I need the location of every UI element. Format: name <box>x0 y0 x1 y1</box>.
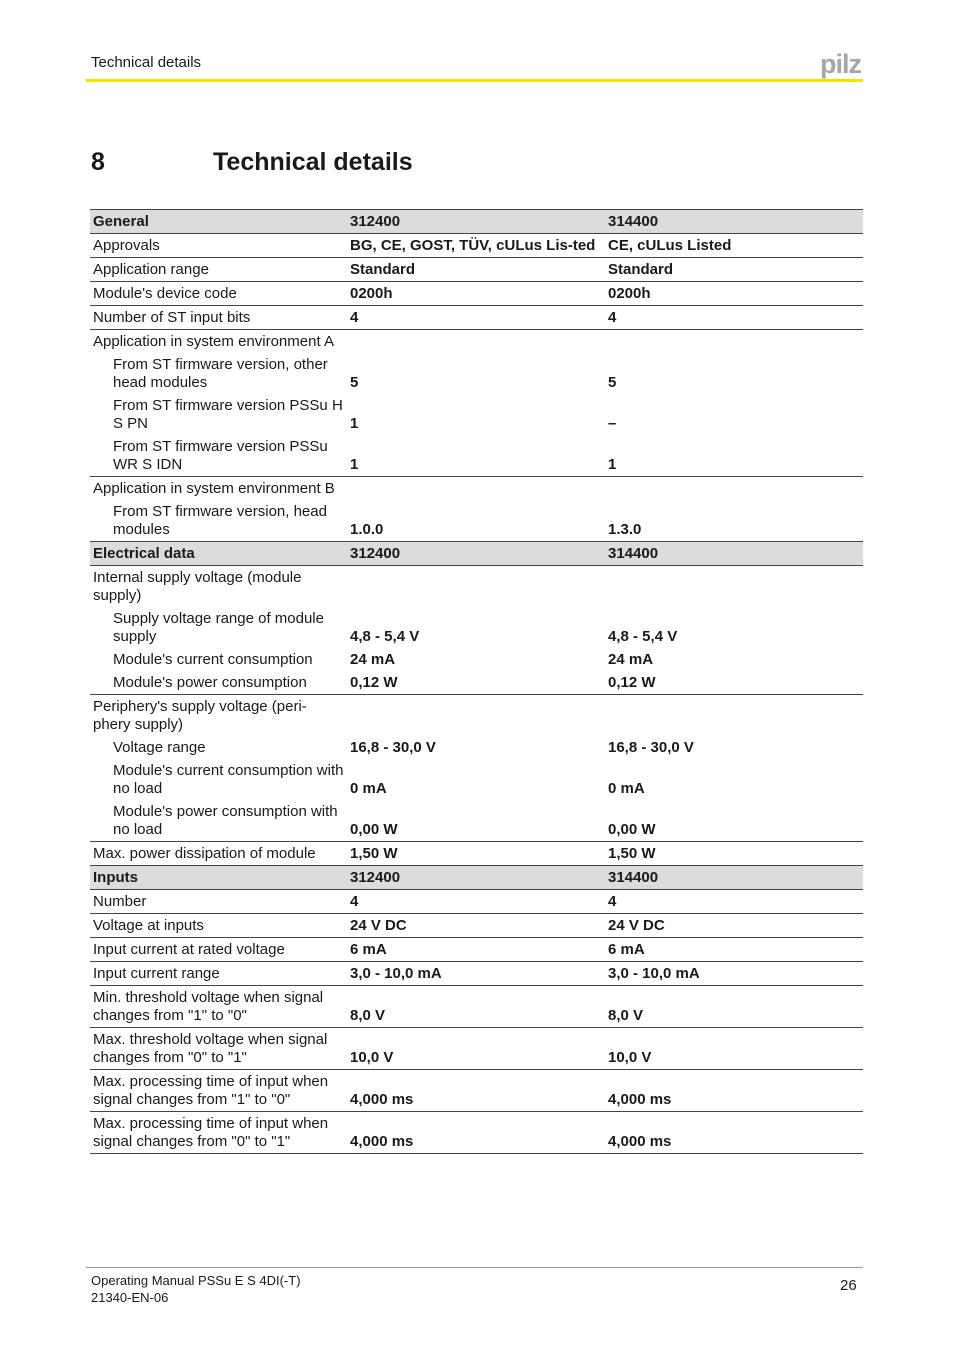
value-312400: 0,12 W <box>350 674 398 691</box>
header-rule <box>86 79 863 82</box>
spec-label: Module's current consumption <box>113 651 313 668</box>
spec-label: Number of ST input bits <box>90 306 347 330</box>
table-row <box>90 1028 863 1070</box>
value-312400: 312400 <box>347 866 605 890</box>
spec-label: Module's power consumption <box>113 674 307 691</box>
value-314400: 1,50 W <box>605 842 863 866</box>
table-row <box>90 890 863 914</box>
value-314400: 4,000 ms <box>605 1112 863 1154</box>
spec-label: Electrical data <box>90 542 347 566</box>
spec-label: From ST firmware version, other head modules <box>113 356 328 391</box>
spec-label: Application in system environment A <box>90 330 347 354</box>
table-row <box>90 566 863 608</box>
spec-label: Voltage at inputs <box>90 914 347 938</box>
value-314400: 0,00 W <box>608 821 656 838</box>
table-row <box>90 435 863 477</box>
value-312400: 4,000 ms <box>347 1070 605 1112</box>
value-314400: 10,0 V <box>605 1028 863 1070</box>
value-314400: 6 mA <box>605 938 863 962</box>
value-314400: 0,12 W <box>608 674 656 691</box>
value-312400: 5 <box>350 374 359 391</box>
spec-label: Approvals <box>90 234 347 258</box>
value-314400: 4,8 - 5,4 V <box>608 628 678 645</box>
footer-manual-title: Operating Manual PSSu E S 4DI(-T) <box>91 1273 301 1288</box>
value-314400: 3,0 - 10,0 mA <box>605 962 863 986</box>
value-314400 <box>605 330 863 354</box>
value-312400: 24 V DC <box>347 914 605 938</box>
spec-label: Supply voltage range of module supply <box>113 610 324 645</box>
value-312400: 4 <box>347 890 605 914</box>
table-row <box>90 607 863 648</box>
table-row <box>90 306 863 330</box>
value-314400: 314400 <box>605 210 863 234</box>
spec-label: Max. power dissipation of module <box>90 842 347 866</box>
value-314400: 0200h <box>605 282 863 306</box>
spec-label: General <box>90 210 347 234</box>
spec-label: Module's device code <box>90 282 347 306</box>
value-312400: 1,50 W <box>347 842 605 866</box>
spec-label: Min. threshold voltage when signal changes from "1" to "0" <box>90 986 347 1028</box>
table-row <box>90 842 863 866</box>
value-312400: 312400 <box>347 210 605 234</box>
table-row <box>90 648 863 671</box>
value-314400 <box>605 477 863 501</box>
table-row <box>90 962 863 986</box>
value-312400 <box>347 566 605 608</box>
table-row <box>90 500 863 542</box>
value-312400: 3,0 - 10,0 mA <box>347 962 605 986</box>
technical-details-table <box>90 209 863 1154</box>
table-row <box>90 330 863 354</box>
value-314400: 1.3.0 <box>608 521 642 538</box>
value-312400 <box>347 330 605 354</box>
table-row <box>90 800 863 842</box>
table-row <box>90 1070 863 1112</box>
value-312400: 312400 <box>347 542 605 566</box>
table-section-header <box>90 866 863 890</box>
footer-doc-number: 21340-EN-06 <box>91 1290 169 1305</box>
spec-label: Internal supply voltage (module supply) <box>90 566 347 608</box>
value-314400: CE, cULus Listed <box>605 234 863 258</box>
value-312400: 1 <box>350 415 359 432</box>
table-row <box>90 914 863 938</box>
spec-label: From ST firmware version, head modules <box>113 503 327 538</box>
value-314400: 5 <box>608 374 617 391</box>
table-section-header <box>90 542 863 566</box>
spec-label: Input current range <box>90 962 347 986</box>
value-314400: 314400 <box>605 542 863 566</box>
table-row <box>90 671 863 695</box>
value-312400: 4,000 ms <box>347 1112 605 1154</box>
value-314400: 16,8 - 30,0 V <box>608 739 694 756</box>
table-row <box>90 938 863 962</box>
table-row <box>90 394 863 435</box>
value-314400: 314400 <box>605 866 863 890</box>
table-row <box>90 986 863 1028</box>
value-312400: 0 mA <box>350 780 387 797</box>
running-header: Technical details <box>91 54 202 71</box>
spec-label: Application in system environment B <box>90 477 347 501</box>
chapter-title: Technical details <box>213 148 413 176</box>
value-312400: 1 <box>350 456 359 473</box>
chapter-number: 8 <box>91 148 105 176</box>
value-312400: BG, CE, GOST, TÜV, cULus Lis-ted <box>347 234 605 258</box>
table-row <box>90 695 863 737</box>
value-312400: 8,0 V <box>347 986 605 1028</box>
spec-label: From ST firmware version PSSu WR S IDN <box>113 438 328 473</box>
pilz-logo: pilz <box>820 49 861 79</box>
spec-label: From ST firmware version PSSu H S PN <box>113 397 343 432</box>
spec-label: Max. threshold voltage when signal changes from "0" to "1" <box>90 1028 347 1070</box>
table-row <box>90 1112 863 1154</box>
value-314400: Standard <box>605 258 863 282</box>
spec-label: Number <box>90 890 347 914</box>
page-number: 26 <box>840 1277 857 1294</box>
spec-label: Input current at rated voltage <box>90 938 347 962</box>
table-section-header <box>90 210 863 234</box>
value-312400 <box>347 477 605 501</box>
value-312400: 16,8 - 30,0 V <box>350 739 436 756</box>
footer-rule <box>86 1267 863 1268</box>
table-row <box>90 477 863 501</box>
spec-label: Module's power consumption with no load <box>113 803 338 838</box>
value-314400: – <box>608 415 617 432</box>
spec-label: Periphery's supply voltage (peri-phery supply) <box>90 695 347 737</box>
value-312400: 10,0 V <box>347 1028 605 1070</box>
value-312400: 24 mA <box>350 651 396 668</box>
spec-label: Max. processing time of input when signal changes from "0" to "1" <box>90 1112 347 1154</box>
value-312400: 4 <box>347 306 605 330</box>
table-row <box>90 759 863 800</box>
spec-label: Module's current consumption with no load <box>113 762 344 797</box>
value-314400 <box>605 695 863 737</box>
spec-label: Application range <box>90 258 347 282</box>
spec-label: Voltage range <box>113 739 206 756</box>
value-314400: 4 <box>605 890 863 914</box>
value-314400: 24 V DC <box>605 914 863 938</box>
value-314400: 4 <box>605 306 863 330</box>
value-314400: 24 mA <box>608 651 654 668</box>
value-314400 <box>605 566 863 608</box>
value-312400 <box>347 695 605 737</box>
table-row <box>90 353 863 394</box>
value-314400: 0 mA <box>608 780 645 797</box>
value-312400: 0,00 W <box>350 821 398 838</box>
value-312400: 1.0.0 <box>350 521 384 538</box>
table-row <box>90 258 863 282</box>
table-row <box>90 282 863 306</box>
value-312400: Standard <box>347 258 605 282</box>
value-312400: 6 mA <box>347 938 605 962</box>
value-314400: 8,0 V <box>605 986 863 1028</box>
spec-label: Max. processing time of input when signal changes from "1" to "0" <box>90 1070 347 1112</box>
value-314400: 4,000 ms <box>605 1070 863 1112</box>
spec-label: Inputs <box>90 866 347 890</box>
table-row <box>90 736 863 759</box>
value-314400: 1 <box>608 456 617 473</box>
value-312400: 4,8 - 5,4 V <box>350 628 420 645</box>
value-312400: 0200h <box>347 282 605 306</box>
table-row <box>90 234 863 258</box>
